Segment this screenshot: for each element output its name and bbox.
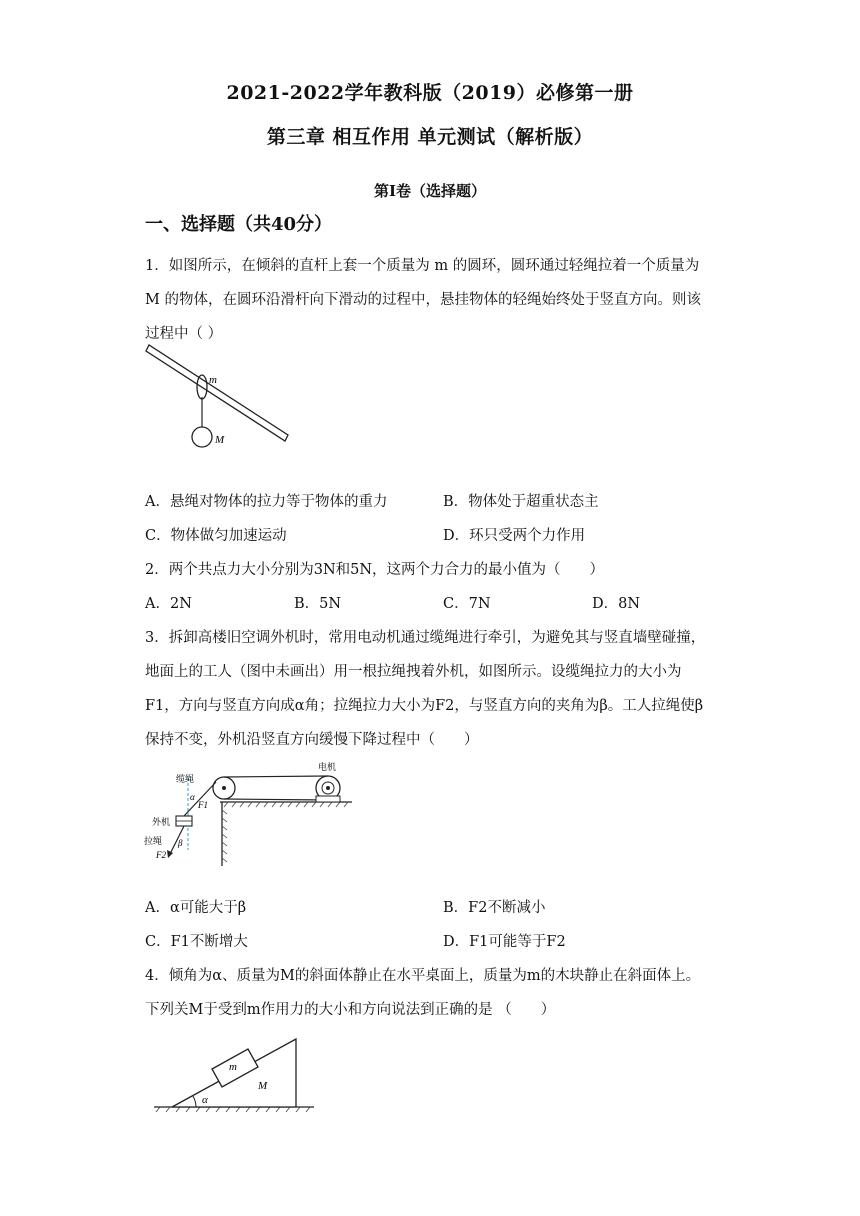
q1-option-b: B．物体处于超重状态主 xyxy=(443,494,599,510)
q1-option-a: A．悬绳对物体的拉力等于物体的重力 xyxy=(145,494,388,510)
q3-line-2: 地面上的工人（图中未画出）用一根拉绳拽着外机，如图所示。设缆绳拉力的大小为 xyxy=(145,664,682,680)
motor-base xyxy=(316,796,340,802)
q2-option-d: D．8N xyxy=(592,596,641,612)
q4-line-1: 4．倾角为α、质量为M的斜面体静止在水平桌面上，质量为m的木块静止在斜面体上。 xyxy=(145,968,701,984)
part-heading: 第I卷（选择题） xyxy=(373,182,487,200)
q3-option-d: D．F1可能等于F2 xyxy=(443,934,566,950)
inclined-rod xyxy=(146,345,288,441)
svg-text:β: β xyxy=(178,838,183,848)
q1-option-c: C．物体做匀加速运动 xyxy=(145,528,287,544)
q1-line-2: M 的物体，在圆环沿滑杆向下滑动的过程中，悬挂物体的轻绳始终处于竖直方向。则该 xyxy=(145,292,701,308)
roof-hatch xyxy=(224,802,348,807)
cable xyxy=(184,782,216,816)
q3-line-3: F1，方向与竖直方向成α角；拉绳拉力大小为F2，与竖直方向的夹角为β。工人拉绳使β xyxy=(145,698,704,714)
q1-line-1: 1．如图所示，在倾斜的直杆上套一个质量为 m 的圆环，圆环通过轻绳拉着一个质量为 xyxy=(145,258,700,274)
page-title: 2021-2022学年教科版（2019）必修第一册 xyxy=(226,82,634,104)
q2-option-a: A．2N xyxy=(145,596,192,612)
section-heading: 一、选择题（共40分） xyxy=(145,214,333,235)
table-hatch xyxy=(156,1107,310,1112)
q4-line-2: 下列关M于受到m作用力的大小和方向说法到正确的是 （ ） xyxy=(145,1002,556,1018)
q1-option-d: D．环只受两个力作用 xyxy=(443,528,586,544)
q3-option-c: C．F1不断增大 xyxy=(145,934,248,950)
page-subtitle: 第三章 相互作用 单元测试（解析版） xyxy=(266,126,594,148)
q2-option-b: B．5N xyxy=(294,596,342,612)
angle-label: α xyxy=(202,1094,208,1106)
wall-hatch xyxy=(222,810,227,862)
q4-figure xyxy=(150,1035,320,1115)
q3-line-1: 3．拆卸高楼旧空调外机时，常用电动机通过缆绳进行牵引，为避免其与竖直墙壁碰撞， xyxy=(145,630,706,646)
cable-label: 缆绳 xyxy=(176,775,195,785)
ring-label: m xyxy=(209,374,217,386)
q1-line-3: 过程中（ ） xyxy=(145,326,223,342)
q2-option-c: C．7N xyxy=(443,596,491,612)
svg-text:F1: F1 xyxy=(198,800,208,810)
ball-label: M xyxy=(215,434,225,446)
q3-figure xyxy=(140,758,360,868)
q1-figure xyxy=(140,345,300,460)
mass-ball xyxy=(192,427,212,447)
q2-line: 2．两个共点力大小分别为3N和5N，这两个力合力的最小值为（ ） xyxy=(145,562,605,578)
unit-label: 外机 xyxy=(152,818,171,828)
q3-line-4: 保持不变，外机沿竖直方向缓慢下降过程中（ ） xyxy=(145,732,479,748)
block-label: m xyxy=(229,1061,237,1073)
q3-option-b: B．F2不断减小 xyxy=(443,900,546,916)
svg-text:F2: F2 xyxy=(156,850,166,860)
svg-text:α: α xyxy=(190,792,195,802)
rope-label: 拉绳 xyxy=(144,837,163,847)
wedge-label: M xyxy=(258,1080,268,1092)
motor-label: 电机 xyxy=(318,763,337,773)
q3-option-a: A．α可能大于β xyxy=(145,900,247,916)
